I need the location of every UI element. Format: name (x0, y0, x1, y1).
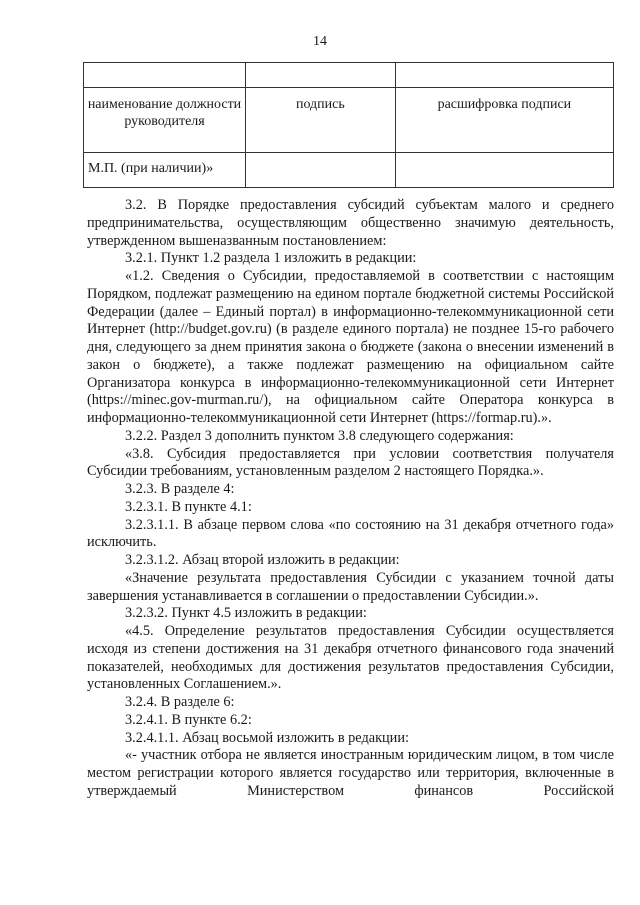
signature-table-stamp-row (84, 153, 614, 188)
signature-table (83, 62, 614, 188)
position-label: наименование должности руководителя (84, 88, 246, 153)
paragraph: 3.2. В Порядке предоставления субсидий субъектам малого и среднего предпринимательства, осуществляющим общественно значимую деятельность, утвержденном вышеназванным постановлением: (87, 197, 614, 249)
paragraph: 3.2.4.1.1. Абзац восьмой изложить в редакции: (125, 729, 409, 746)
decoding-label: расшифровка подписи (395, 88, 613, 153)
stamp-label: М.П. (при наличии)» (84, 153, 246, 188)
paragraph: «1.2. Сведения о Субсидии, предоставляемой в соответствии с настоящим Порядком, подлежат размещению на едином портале бюджетной системы Российской Федерации (далее – Единый портал) в информационно-телекоммуникационной сети Интернет (http://budget.gov.ru) (в разделе единого портала) не позднее 15-го рабочего дня, следующего за днем принятия закона о бюджете (закона о внесении изменений в закон о бюджете), а также подлежат размещению на официальном сайте Организатора конкурса в информационно-телекоммуникационной сети Интернет (https://minec.gov-murman.ru/), на официальном сайте Оператора конкурса в информационно-телекоммуникационной сети Интернет (https://formap.ru).». (87, 268, 614, 426)
paragraph: «Значение результата предоставления Субсидии с указанием точной даты завершения устанавливается в соглашении о предоставлении Субсидии.». (87, 569, 614, 604)
paragraph: «4.5. Определение результатов предоставления Субсидии осуществляется исходя из степени достижения на 31 декабря отчетного финансового года значений показателей, необходимых для достижения результатов предоставления Субсидии, установленных Соглашением.». (87, 623, 614, 693)
blank-cell (246, 63, 396, 88)
signature-label: подпись (246, 88, 396, 153)
blank-cell (395, 153, 613, 188)
paragraph: 3.2.3. В разделе 4: (125, 481, 235, 497)
paragraph: «- участник отбора не является иностранным юридическим лицом, в том числе местом регистрации которого является государство или территория, включенные в утверждаемый Министерством финансов Российской (87, 747, 614, 799)
paragraph: 3.2.4. В разделе 6: (125, 694, 235, 710)
signature-table-blank-row (84, 63, 614, 88)
blank-cell (84, 63, 246, 88)
page-number: 14 (313, 34, 327, 49)
paragraph: 3.2.1. Пункт 1.2 раздела 1 изложить в редакции: (125, 250, 417, 267)
paragraph: 3.2.3.2. Пункт 4.5 изложить в редакции: (125, 605, 367, 622)
document-body (87, 197, 614, 801)
paragraph: 3.2.3.1.1. В абзаце первом слова «по состоянию на 31 декабря отчетного года» исключить. (87, 516, 614, 551)
blank-cell (246, 153, 396, 188)
paragraph: 3.2.4.1. В пункте 6.2: (125, 711, 252, 728)
signature-table-label-row (84, 88, 614, 153)
paragraph: 3.2.2. Раздел 3 дополнить пунктом 3.8 следующего содержания: (125, 427, 514, 444)
paragraph: «3.8. Субсидия предоставляется при условии соответствия получателя Субсидии требованиям, установленным разделом 2 настоящего Порядка.». (87, 445, 614, 480)
paragraph: 3.2.3.1.2. Абзац второй изложить в редакции: (125, 552, 400, 568)
paragraph: 3.2.3.1. В пункте 4.1: (125, 498, 252, 515)
blank-cell (395, 63, 613, 88)
